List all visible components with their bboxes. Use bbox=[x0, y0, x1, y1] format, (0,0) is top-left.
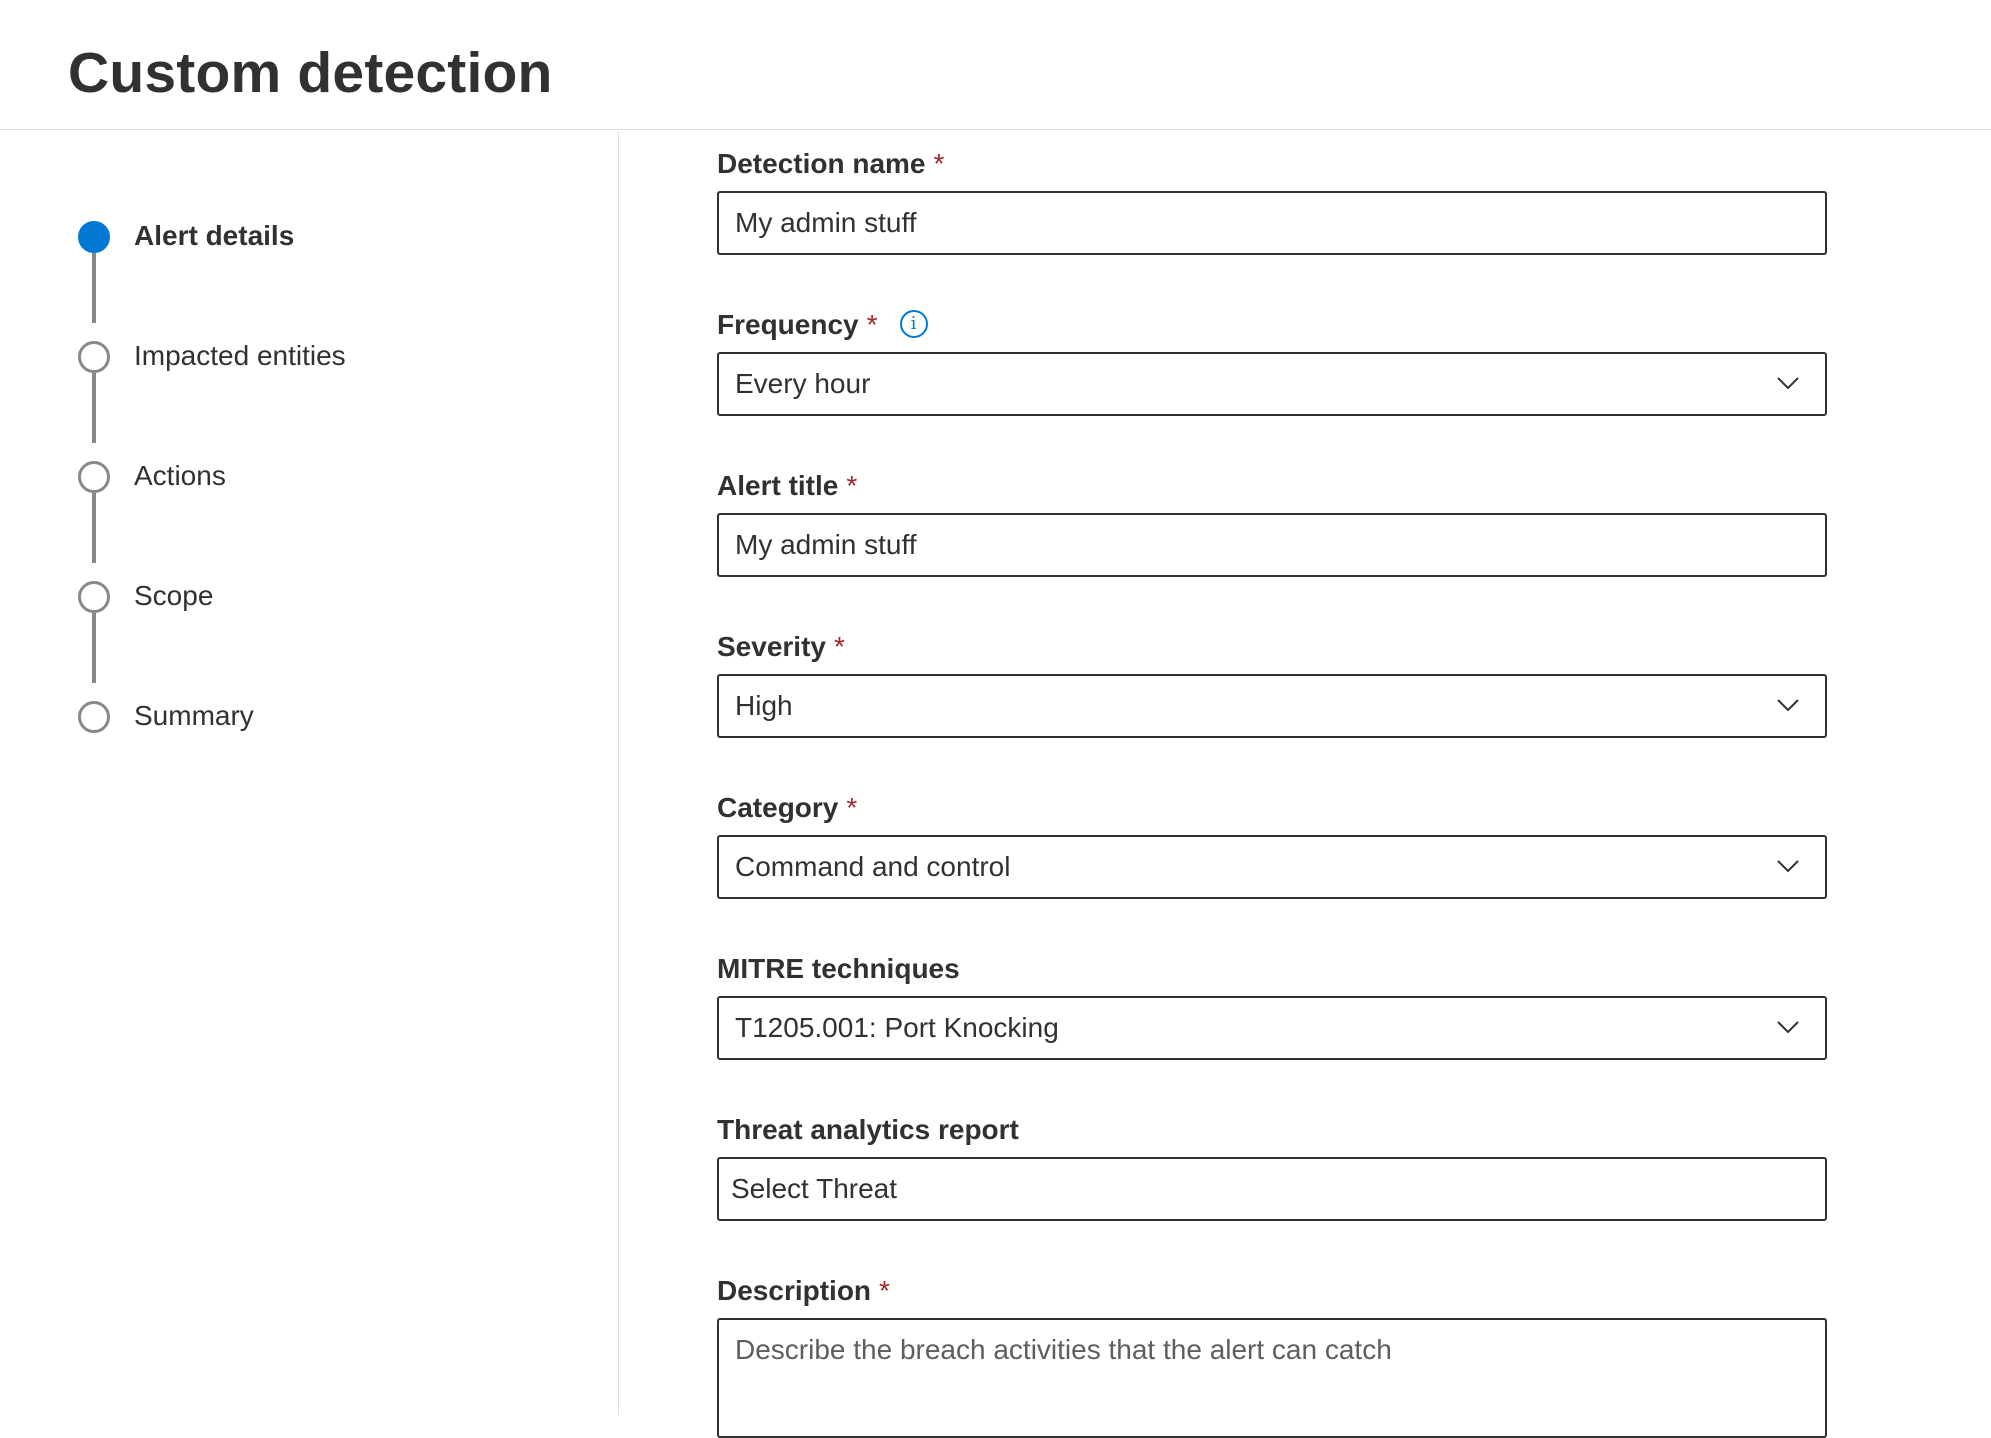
step-connector bbox=[92, 493, 96, 563]
frequency-label bbox=[717, 309, 928, 341]
required-marker: * bbox=[866, 309, 878, 340]
required-marker: * bbox=[833, 631, 845, 662]
required-marker: * bbox=[846, 470, 858, 501]
description-textarea[interactable] bbox=[717, 1318, 1827, 1438]
alert-title-input[interactable] bbox=[717, 513, 1827, 577]
description-label bbox=[717, 1275, 890, 1307]
detection-name-input[interactable] bbox=[717, 191, 1827, 255]
field-label-text: MITRE techniques bbox=[717, 953, 960, 984]
dropdown-value: Every hour bbox=[735, 368, 871, 399]
wizard-step-label: Alert details bbox=[134, 220, 295, 251]
wizard-step-summary[interactable] bbox=[0, 695, 600, 739]
field-label-text: Severity bbox=[717, 631, 826, 662]
required-marker: * bbox=[846, 792, 858, 823]
wizard-step-label: Impacted entities bbox=[134, 340, 346, 371]
page-title: Custom detection bbox=[68, 41, 553, 105]
dropdown-value: High bbox=[735, 690, 793, 721]
field-label-text: Description bbox=[717, 1275, 872, 1306]
threat-analytics-report-label bbox=[717, 1114, 1019, 1146]
step-pending-indicator-icon bbox=[78, 581, 110, 613]
page-header bbox=[0, 0, 1991, 130]
frequency-dropdown[interactable] bbox=[717, 352, 1827, 416]
wizard-step-impacted-entities[interactable] bbox=[0, 335, 600, 379]
step-pending-indicator-icon bbox=[78, 701, 110, 733]
field-label-text: Detection name bbox=[717, 148, 926, 179]
threat-analytics-report-picker[interactable] bbox=[717, 1157, 1827, 1221]
step-connector bbox=[92, 253, 96, 323]
info-icon[interactable] bbox=[900, 310, 928, 338]
field-label-text: Frequency bbox=[717, 309, 859, 340]
step-connector bbox=[92, 373, 96, 443]
wizard-step-label: Actions bbox=[134, 460, 226, 491]
chevron-down-icon bbox=[1777, 372, 1799, 394]
dropdown-value: T1205.001: Port Knocking bbox=[735, 1012, 1059, 1043]
wizard-step-scope[interactable] bbox=[0, 575, 600, 619]
picker-placeholder: Select Threat bbox=[731, 1173, 898, 1204]
wizard-step-actions[interactable] bbox=[0, 455, 600, 499]
wizard-step-label: Summary bbox=[134, 700, 254, 731]
field-label-text: Threat analytics report bbox=[717, 1114, 1019, 1145]
wizard-step-alert-details[interactable] bbox=[0, 215, 600, 259]
step-pending-indicator-icon bbox=[78, 461, 110, 493]
field-label-text: Category bbox=[717, 792, 839, 823]
input-value: My admin stuff bbox=[735, 529, 917, 560]
step-pending-indicator-icon bbox=[78, 341, 110, 373]
required-marker: * bbox=[933, 148, 945, 179]
severity-dropdown[interactable] bbox=[717, 674, 1827, 738]
step-active-indicator-icon bbox=[78, 221, 110, 253]
chevron-down-icon bbox=[1777, 855, 1799, 877]
textarea-placeholder: Describe the breach activities that the alert can catch bbox=[735, 1334, 1392, 1365]
wizard-sidebar bbox=[0, 131, 619, 1415]
category-dropdown[interactable] bbox=[717, 835, 1827, 899]
severity-label bbox=[717, 631, 845, 663]
alert-title-label bbox=[717, 470, 857, 502]
chevron-down-icon bbox=[1777, 1016, 1799, 1038]
category-label bbox=[717, 792, 857, 824]
mitre-techniques-label bbox=[717, 953, 960, 985]
detection-name-label bbox=[717, 148, 944, 180]
input-value: My admin stuff bbox=[735, 207, 917, 238]
mitre-techniques-dropdown[interactable] bbox=[717, 996, 1827, 1060]
dropdown-value: Command and control bbox=[735, 851, 1011, 882]
required-marker: * bbox=[879, 1275, 890, 1306]
field-label-text: Alert title bbox=[717, 470, 839, 501]
wizard-step-label: Scope bbox=[134, 580, 214, 611]
step-connector bbox=[92, 613, 96, 683]
chevron-down-icon bbox=[1777, 694, 1799, 716]
